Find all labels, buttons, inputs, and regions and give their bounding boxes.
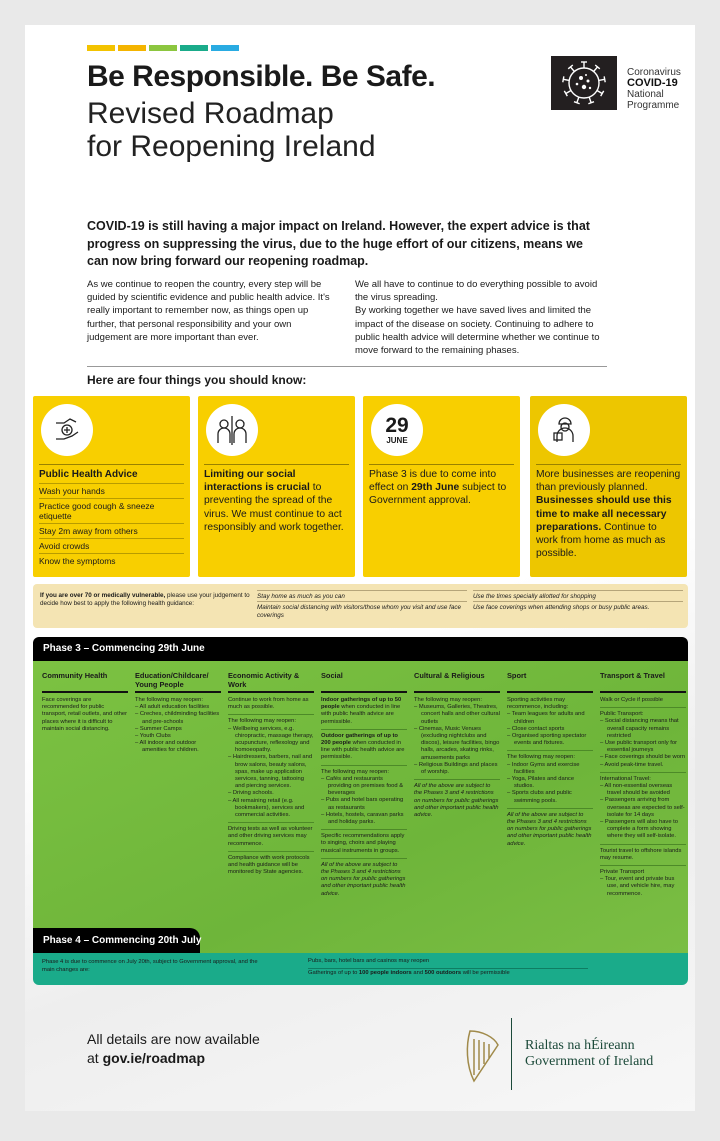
section-heading: Here are four things you should know: [87, 373, 307, 387]
page-subtitle [87, 97, 376, 163]
vulnerable-guidance-banner [33, 584, 688, 628]
column-text: The following may reopen: [135, 697, 203, 703]
phase4-text: will be permissible [461, 970, 510, 976]
list-item: – Hairdressers, barbers, nail and brow salons, beauty salons, spas, make up application services, tanning, tattooing and piercing services. [228, 754, 314, 790]
card-social-interactions [198, 396, 355, 577]
list-item: – Team leagues for adults and children [507, 711, 593, 725]
phase3-panel [33, 661, 688, 956]
guidance-item: Use the times specially allotted for shopping [473, 590, 683, 601]
column-text: Sporting activities may recommence, including: [507, 697, 569, 711]
hand-care-icon [41, 404, 93, 456]
vulnerable-bold: If you are over 70 or medically vulnerable, [40, 592, 166, 599]
card-title: Public Health Advice [39, 469, 138, 480]
footer-text [87, 1030, 260, 1068]
worker-icon [538, 404, 590, 456]
list-item: – Creches, childminding facilities and pre-schools [135, 711, 221, 725]
bold-text: Outdoor gatherings of up to 200 people [321, 732, 398, 747]
color-bar [180, 45, 208, 51]
list-item: – Pubs and hotel bars operating as restaurants [321, 797, 407, 811]
government-logo-text [525, 1038, 653, 1070]
list-item: – Close contact sports [507, 726, 593, 733]
list-item: – Wellbeing services, e.g. chiropractic, massage therapy, acupuncture, reflexology and homoeopathy. [228, 726, 314, 755]
phase3-header: Phase 3 – Commencing 29th June [33, 637, 688, 661]
phase4-text: Gatherings of up to [308, 970, 359, 976]
column-text: Compliance with work protocols and health guidance will be monitored by State agencies. [228, 854, 310, 876]
harp-icon [462, 1025, 502, 1090]
column-heading: Economic Activity & Work [228, 671, 314, 693]
phase4-text: and [411, 970, 425, 976]
column-heading: Social [321, 671, 407, 693]
logo-line: Programme [627, 100, 680, 111]
list-item: – Sports clubs and public swimming pools. [507, 790, 593, 804]
column-heading: Community Health [42, 671, 128, 693]
phase4-header: Phase 4 – Commencing 20th July [33, 928, 200, 953]
intro-left: As we continue to reopen the country, every step will be guided by scientific evidence and public health advice. It's really important to remember now, as things open up further, that personal responsibility and your own judgement are more important than ever. [87, 279, 330, 343]
logo-line: COVID-19 [627, 77, 678, 89]
card-bold-text: Businesses should use this time to make all necessary preparations. [536, 495, 672, 533]
advice-item: Know the symptoms [39, 553, 184, 568]
bold-text: Indoor gatherings of up to 50 people [321, 697, 402, 711]
list-item: – Face coverings should be worn [600, 754, 686, 761]
phase4-bold: 500 outdoors [424, 970, 462, 976]
column-economic [228, 671, 314, 882]
list-item: – Passengers will also have to complete a form showing where they will self-isolate. [600, 819, 686, 841]
column-social [321, 671, 407, 898]
column-cultural [414, 671, 500, 819]
intro-lead: COVID-19 is still having a major impact on Ireland. However, the expert advice is that progress on suppressing the virus, due to the huge effort of our citizens, means we can now bring forward our reopening roadmap. [87, 219, 590, 268]
column-note: All of the above are subject to the Phases 3 and 4 restrictions on numbers for public gatherings and other important public health advice. [321, 861, 406, 897]
card-businesses [530, 396, 687, 577]
column-text: Public Transport: [600, 711, 644, 718]
column-text: The following may reopen: [321, 768, 389, 775]
column-text: Tourist travel to offshore islands may resume. [600, 848, 686, 866]
column-note: All of the above are subject to the Phases 3 and 4 restrictions on numbers for public gatherings and other important public health advice. [507, 811, 592, 847]
column-heading: Sport [507, 671, 593, 693]
list-item: – Indoor Gyms and exercise facilities [507, 762, 593, 776]
advice-item: Stay 2m away from others [39, 523, 184, 538]
list-item: – All adult education facilities [135, 704, 221, 711]
guidance-item: Use face coverings when attending shops or busy public areas. [473, 601, 683, 612]
phase4-bold: 100 people indoors [358, 970, 412, 976]
social-distance-icon [206, 404, 258, 456]
list-item: – Tour, event and private bus use, and vehicle hire, may recommence. [600, 876, 686, 898]
calendar-date-badge [371, 404, 423, 456]
intro-right [355, 278, 605, 357]
divider [511, 1018, 512, 1090]
advice-item: Practice good cough & sneeze etiquette [39, 498, 184, 523]
color-bars [87, 45, 239, 51]
column-sport [507, 671, 593, 848]
list-item: – All remaining retail (e.g. bookmakers), services and commercial activities. [228, 798, 314, 820]
list-item: – Organised sporting spectator events and fixtures. [507, 733, 593, 747]
page-title: Be Responsible. Be Safe. [87, 60, 436, 93]
list-item: – Summer Camps [135, 726, 221, 733]
footer-line: at [87, 1050, 103, 1066]
card-text: subject to Government approval. [369, 482, 507, 507]
phase4-item [308, 970, 588, 978]
roadmap-link[interactable]: gov.ie/roadmap [102, 1050, 206, 1066]
date-day: 29 [385, 413, 409, 437]
column-text: Continue to work from home as much as possible. [228, 697, 314, 715]
list-item: – Hotels, hostels, caravan parks and holiday parks. [321, 812, 407, 826]
color-bar [87, 45, 115, 51]
column-text: when conducted in line with public health advice are permissible. [321, 740, 405, 761]
color-bar [211, 45, 239, 51]
subtitle-line: Revised Roadmap [87, 97, 334, 130]
list-item: – Social distancing means that overall capacity remains restricted [600, 718, 686, 740]
phase4-text: Phase 4 is due to commence on July 20th, subject to Government approval, and the main changes are: [42, 959, 258, 973]
gov-english: Government of Ireland [525, 1054, 654, 1069]
column-text: when conducted in line with public health advice are permissible. [321, 704, 401, 725]
column-transport [600, 671, 686, 904]
phase4-item: Pubs, bars, hotel bars and casinos may reopen [308, 958, 588, 969]
column-text: The following may reopen: [507, 754, 575, 761]
advice-item: Avoid crowds [39, 538, 184, 553]
column-text: Face coverings are recommended for public transport, retail outlets, and other places where it is difficult to maintain social distancing. [42, 697, 128, 732]
guidance-item: Maintain social distancing with visitors/those whom you visit and use face coverings [257, 601, 467, 620]
intro-paragraph: By working together we have saved lives and limited the impact of the disease on society. Continuing to adhere to public health advice will determine whether we continue to move forward to the remaining phases. [355, 305, 600, 357]
divider [87, 366, 607, 367]
card-bold-text: 29th June [411, 482, 460, 494]
advice-item: Wash your hands [39, 483, 184, 498]
subtitle-line: for Reopening Ireland [87, 130, 376, 163]
covid-virus-logo-icon [551, 56, 617, 110]
column-text: The following may reopen: [414, 697, 482, 703]
list-item: – Yoga, Pilates and dance studios. [507, 776, 593, 790]
column-heading: Education/Childcare/ Young People [135, 671, 221, 693]
gov-irish: Rialtas na hÉireann [525, 1038, 635, 1053]
column-text: The following may reopen: [228, 718, 296, 725]
guidance-item: Stay home as much as you can [257, 590, 467, 601]
color-bar [118, 45, 146, 51]
list-item: – Passengers arriving from overseas are expected to self-isolate for 14 days [600, 797, 686, 819]
card-text: Continue to work from home as much as possible. [536, 521, 666, 560]
color-bar [149, 45, 177, 51]
card-text: Phase 3 is due to come into effect on [369, 469, 497, 494]
logo-line: Coronavirus [627, 67, 681, 78]
list-item: – All indoor and outdoor amenities for children. [135, 740, 221, 754]
card-text: to preventing the spread of the virus. We must continue to act responsibly and work together. [204, 482, 344, 533]
date-month: JUNE [386, 435, 408, 445]
intro-paragraph: We all have to continue to do everything possible to avoid the virus spreading. [355, 279, 598, 304]
phase4-panel [33, 953, 688, 985]
card-public-health [33, 396, 190, 577]
list-item: – Cinemas, Music Venues (excluding nightclubs and discos), leisure facilities, bingo halls, arcades, skating rinks, amusements parks [414, 726, 500, 762]
column-heading: Transport & Travel [600, 671, 686, 693]
list-item: – Religious Buildings and places of worship. [414, 762, 500, 776]
programme-logo-text [627, 67, 681, 111]
logo-line: National [627, 89, 664, 100]
footer-line: All details are now available [87, 1031, 260, 1047]
list-item: – Driving schools. [228, 790, 314, 797]
list-item: – Youth Clubs [135, 733, 221, 740]
column-text: Specific recommendations apply to singing, choirs and playing musical instruments in groups. [321, 833, 407, 859]
list-item: – All non-essential overseas travel should be avoided [600, 783, 686, 797]
column-text: Private Transport [600, 869, 645, 876]
card-phase3-date [363, 396, 520, 577]
column-heading: Cultural & Religious [414, 671, 500, 693]
column-text: Walk or Cycle if possible [600, 697, 686, 708]
list-item: – Museums, Galleries, Theatres, concert halls and other cultural outlets [414, 704, 500, 726]
list-item: – Avoid peak-time travel. [600, 762, 686, 769]
card-bold-text: Limiting our social interactions is crucial [204, 469, 310, 494]
list-item: – Cafés and restaurants providing on premises food & beverages [321, 776, 407, 798]
column-community-health [42, 671, 128, 733]
column-note: All of the above are subject to the Phases 3 and 4 restrictions on numbers for public gatherings and other important public health advice. [414, 783, 499, 819]
vulnerable-text: please use your judgement to decide how best to apply the following health guidance: [40, 592, 250, 607]
column-education [135, 671, 221, 755]
column-text: Driving tests as well as volunteer and other driving services may recommence. [228, 826, 314, 852]
list-item: – Use public transport only for essential journeys [600, 740, 686, 754]
card-text: More businesses are reopening than previously planned. [536, 469, 681, 494]
column-text: International Travel: [600, 775, 651, 782]
